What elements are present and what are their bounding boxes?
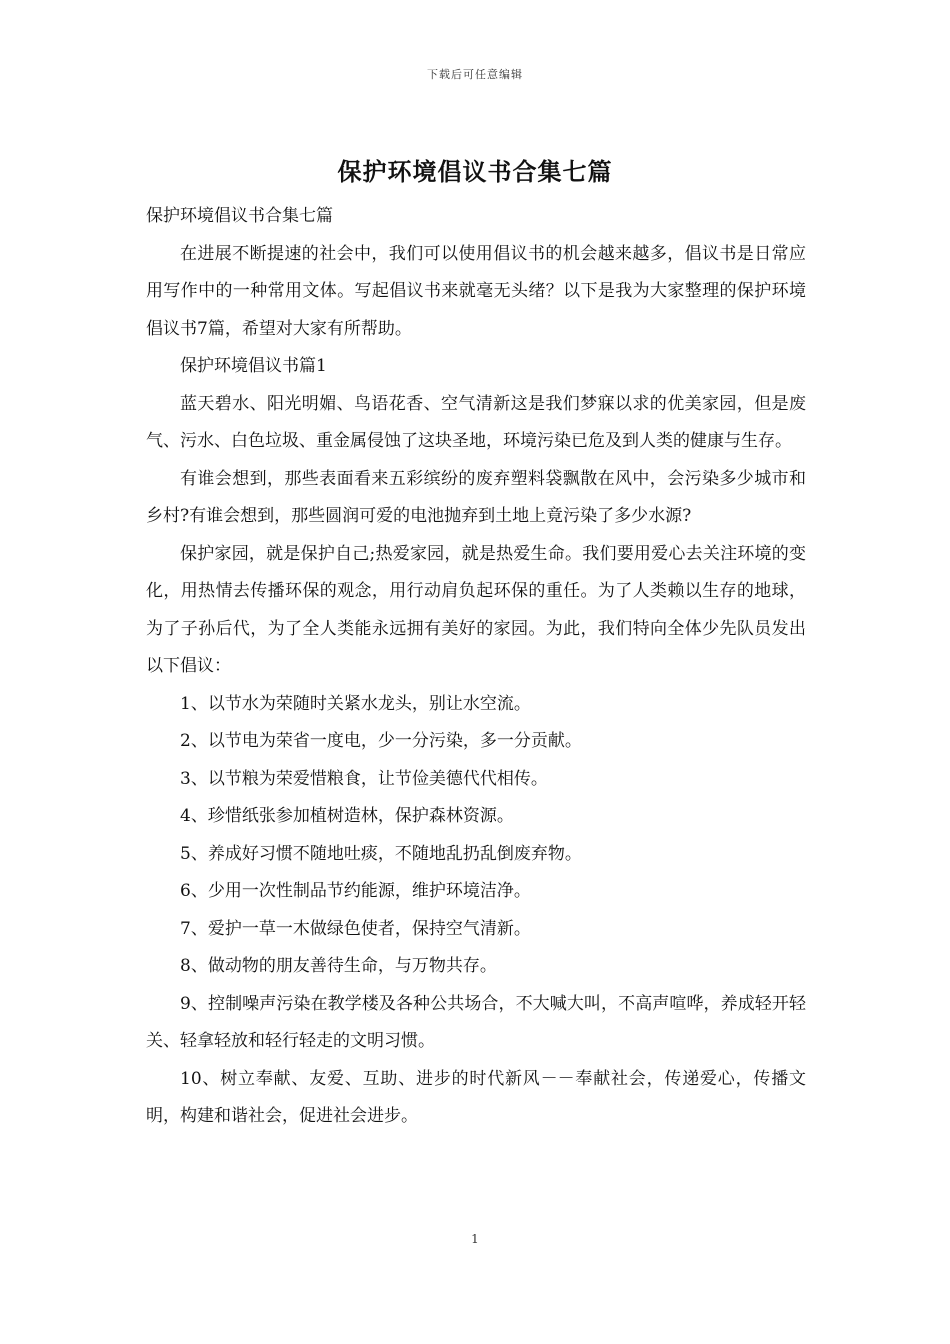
proposal-item: 7、爱护一草一木做绿色使者，保持空气清新。 [180,918,531,939]
page-number: 1 [471,1232,479,1246]
proposal-item: 6、少用一次性制品节约能源，维护环境洁净。 [180,881,531,901]
subtitle: 保护环境倡议书合集七篇 [146,206,333,226]
proposal-item: 3、以节粮为荣爱惜粮食，让节俭美德代代相传。 [180,768,548,789]
proposal-item: 9、控制噪声污染在教学楼及各种公共场合，不大喊大叫，不高声喧哗，养成轻开轻关、轻拿轻放和轻行轻走的文明习惯。 [146,993,806,1051]
proposal-item: 5、养成好习惯不随地吐痰，不随地乱扔乱倒废弃物。 [180,843,582,864]
body-paragraph: 保护家园，就是保护自己;热爱家园，就是热爱生命。我们要用爱心去关注环境的变化，用热情去传播环保的观念，用行动肩负起环保的重任。为了人类赖以生存的地球，为了子孙后代，为了全人类能永远拥有美好的家园。为此，我们特向全体少先队员发出以下倡议： [146,543,806,676]
proposal-item: 10、树立奉献、友爱、互助、进步的时代新风－－奉献社会，传递爱心，传播文明，构建和谐社会，促进社会进步。 [146,1068,806,1126]
proposal-item: 1、以节水为荣随时关紧水龙头，别让水空流。 [180,693,531,714]
proposal-item: 2、以节电为荣省一度电，少一分污染，多一分贡献。 [180,731,582,751]
body-paragraph: 有谁会想到，那些表面看来五彩缤纷的废弃塑料袋飘散在风中，会污染多少城市和乡村?有谁会想到，那些圆润可爱的电池抛弃到土地上竟污染了多少水源? [146,468,806,526]
section-heading: 保护环境倡议书篇1 [180,356,327,376]
intro-paragraph: 在进展不断提速的社会中，我们可以使用倡议书的机会越来越多，倡议书是日常应用写作中的一种常用文体。写起倡议书来就毫无头绪？以下是我为大家整理的保护环境倡议书7篇，希望对大家有所帮助。 [146,243,806,339]
proposal-item: 8、做动物的朋友善待生命，与万物共存。 [180,956,497,976]
page-title: 保护环境倡议书合集七篇 [337,157,613,186]
header-note: 下载后可任意编辑 [427,68,523,81]
proposal-item: 4、珍惜纸张参加植树造林，保护森林资源。 [180,806,514,826]
body-paragraph: 蓝天碧水、阳光明媚、鸟语花香、空气清新这是我们梦寐以求的优美家园，但是废气、污水、白色垃圾、重金属侵蚀了这块圣地，环境污染已危及到人类的健康与生存。 [146,393,806,451]
document-body [146,198,806,1136]
